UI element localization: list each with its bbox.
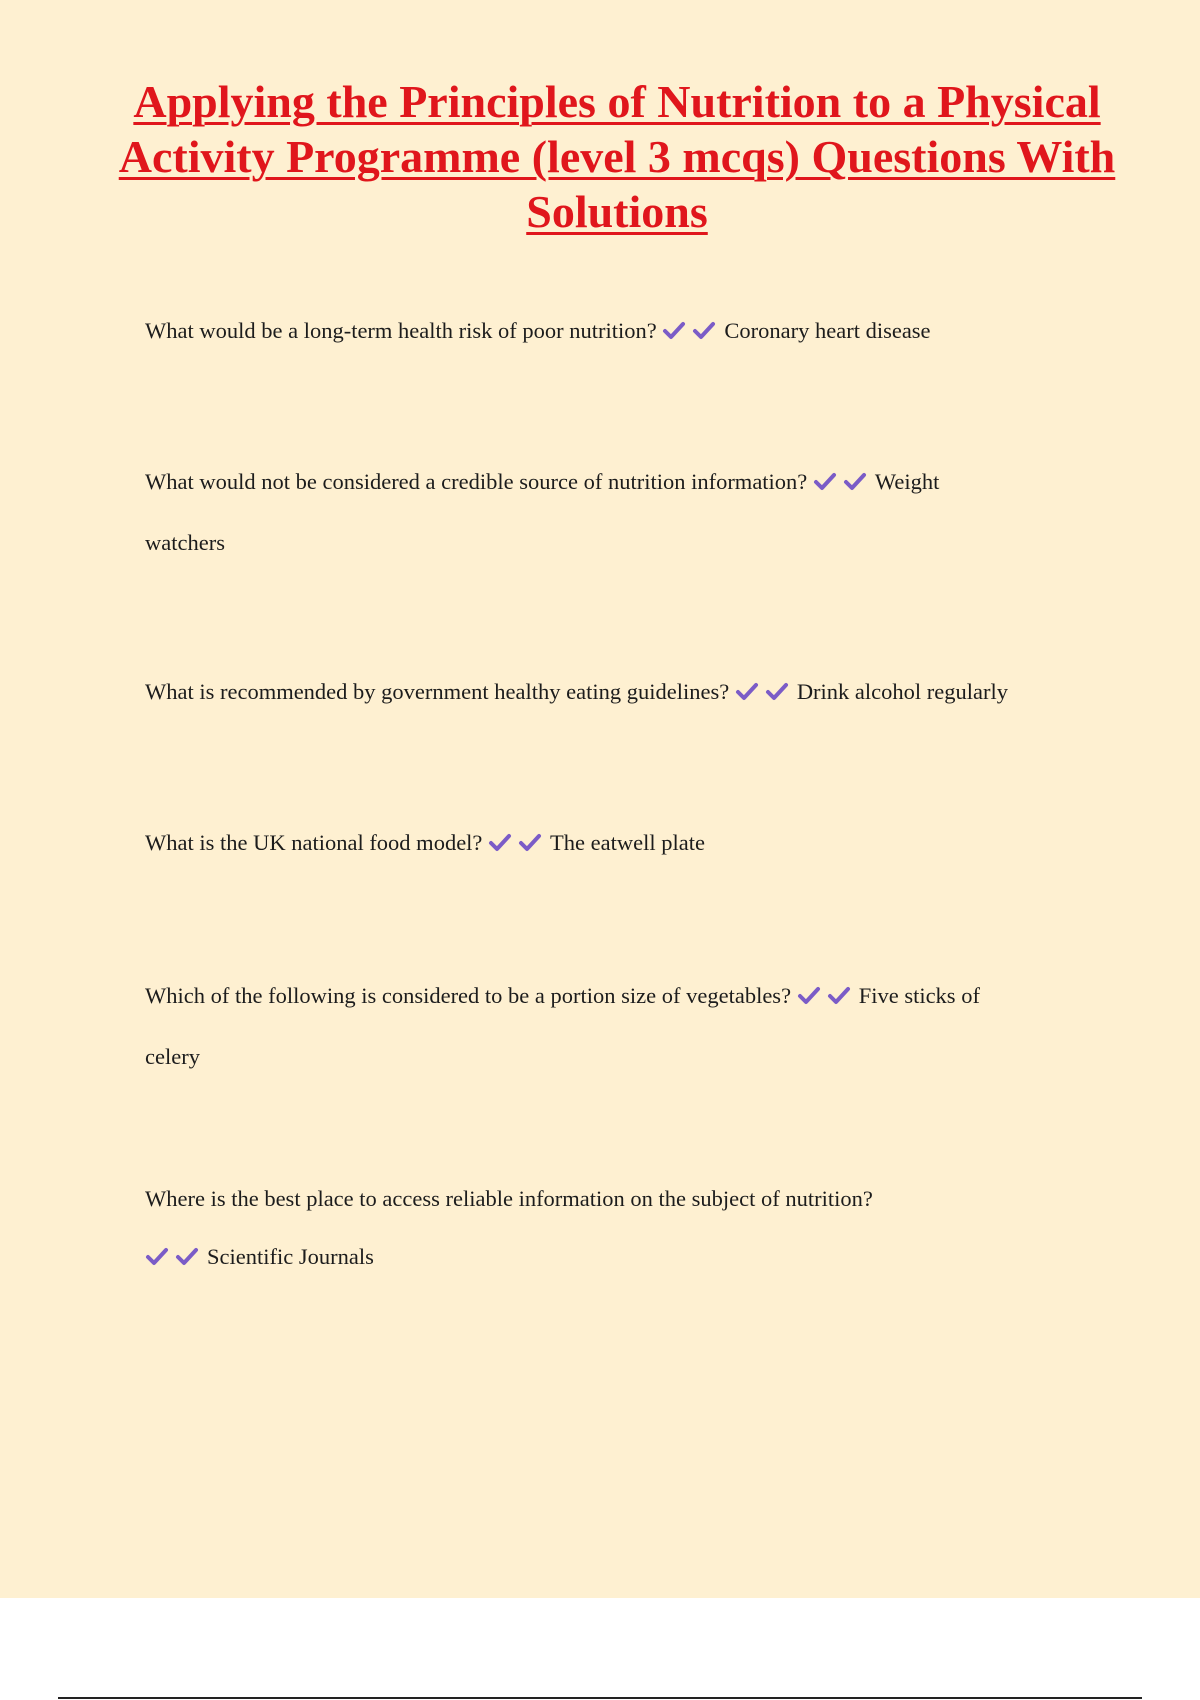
qa-line (145, 812, 1085, 873)
check-icon (488, 832, 518, 854)
answer-text-continued: watchers (145, 530, 225, 555)
qa-item-1 (145, 300, 1085, 361)
check-icon (662, 320, 692, 342)
qa-item-5 (145, 965, 1085, 1087)
qa-line (145, 1026, 1085, 1087)
qa-line (145, 965, 1085, 1026)
document-title: Applying the Principles of Nutrition to a Physical Activity Programme (level 3 mcqs) Questions With Solutions (118, 76, 1116, 237)
answer-text: The eatwell plate (550, 830, 705, 855)
qa-line (145, 1170, 1085, 1228)
check-icon (765, 681, 795, 703)
check-icon (518, 832, 548, 854)
question-text: Which of the following is considered to be a portion size of vegetables? (145, 983, 792, 1008)
qa-item-4 (145, 812, 1085, 873)
qa-line (145, 512, 1085, 573)
qa-line (145, 451, 1085, 512)
check-icon (145, 1246, 175, 1268)
answer-text: Scientific Journals (207, 1244, 374, 1269)
check-icon (843, 471, 873, 493)
qa-item-3 (145, 661, 1085, 722)
footer-divider (58, 1697, 1142, 1699)
answer-text: Coronary heart disease (724, 318, 931, 343)
qa-item-6 (145, 1170, 1085, 1286)
answer-text: Drink alcohol regularly (796, 679, 1008, 704)
check-icon (813, 471, 843, 493)
check-icon (175, 1246, 205, 1268)
qa-line (145, 661, 1085, 722)
question-text: What would not be considered a credible source of nutrition information? (145, 469, 808, 494)
check-icon (797, 985, 827, 1007)
answer-text-continued: celery (145, 1044, 200, 1069)
check-icon (735, 681, 765, 703)
qa-item-2 (145, 451, 1085, 573)
check-icon (692, 320, 722, 342)
question-text: Where is the best place to access reliable information on the subject of nutrition? (145, 1186, 873, 1211)
question-text: What is the UK national food model? (145, 830, 483, 855)
question-text: What would be a long-term health risk of poor nutrition? (145, 318, 657, 343)
qa-line (145, 300, 1085, 361)
check-icon (827, 985, 857, 1007)
answer-text: Weight (874, 469, 940, 494)
question-text: What is recommended by government healthy eating guidelines? (145, 679, 730, 704)
qa-line (145, 1228, 1085, 1286)
answer-text: Five sticks of (858, 983, 980, 1008)
